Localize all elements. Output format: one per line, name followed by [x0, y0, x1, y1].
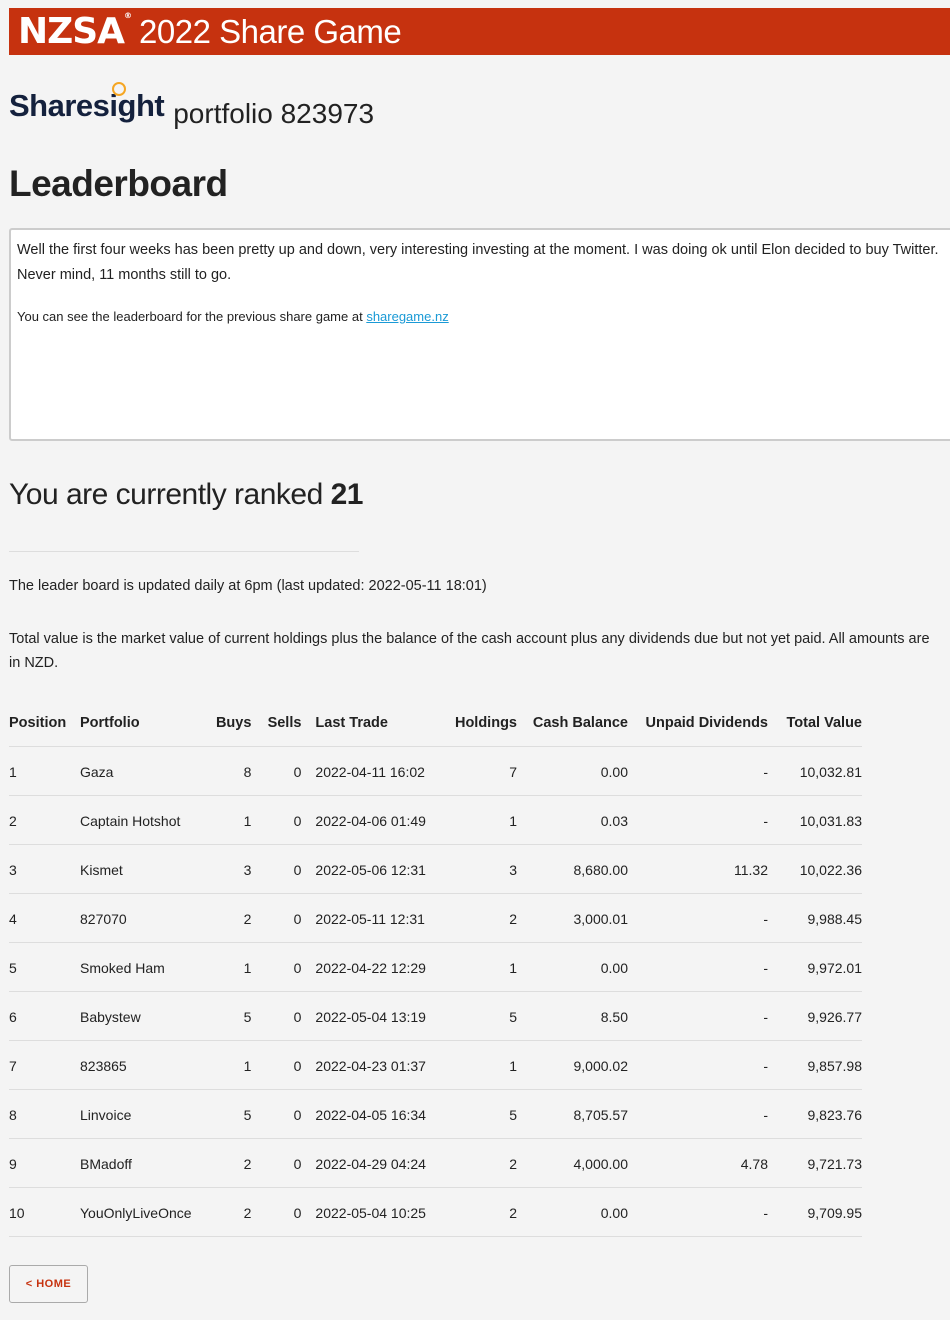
cell: 2022-04-29 04:24	[301, 1138, 437, 1187]
cell: 7	[437, 746, 517, 795]
cell: 0	[251, 942, 301, 991]
cell: 2	[201, 1138, 251, 1187]
table-row	[9, 746, 862, 795]
cell: 2	[437, 893, 517, 942]
cell: 1	[201, 942, 251, 991]
cell: 5	[437, 1089, 517, 1138]
leaderboard-table-scroll[interactable]	[9, 700, 862, 1256]
table-row	[9, 942, 862, 991]
note-text: Well the first four weeks has been pretty up and down, very interesting investing at the moment. I was doing ok until Elon decided to buy Twitter. Never mind, 11 months still to go.	[17, 242, 939, 283]
table-row	[9, 1187, 862, 1236]
column-header: Last Trade	[315, 714, 388, 731]
cell: Gaza	[80, 746, 201, 795]
cell: 0	[251, 893, 301, 942]
cell: 2022-05-04 10:25	[301, 1187, 437, 1236]
cell: 4,000.00	[517, 1138, 628, 1187]
cell: 2022-05-06 12:31	[301, 844, 437, 893]
column-header: Total Value	[786, 714, 862, 731]
cell: 9	[9, 1138, 80, 1187]
cell: 8.50	[517, 991, 628, 1040]
cell: 8,705.57	[517, 1089, 628, 1138]
cell: -	[628, 893, 768, 942]
page-title: Leaderboard	[9, 163, 228, 204]
cell: -	[628, 1040, 768, 1089]
cell: 6	[9, 991, 80, 1040]
cell: 4	[9, 893, 80, 942]
cell: 10	[9, 1187, 80, 1236]
cell: 9,857.98	[768, 1040, 862, 1089]
column-header: Buys	[215, 714, 252, 731]
cell: 10,032.81	[768, 746, 862, 795]
cell: 2022-05-11 12:31	[301, 893, 437, 942]
table-row	[9, 1040, 862, 1089]
cell: 0.03	[517, 795, 628, 844]
cell: BMadoff	[80, 1138, 201, 1187]
cell: YouOnlyLiveOnce	[80, 1187, 201, 1236]
column-header: Holdings	[454, 714, 517, 731]
cell: 3	[9, 844, 80, 893]
update-info: The leader board is updated daily at 6pm (last updated: 2022-05-11 18:01)	[9, 578, 487, 594]
rank-value: 21	[330, 478, 363, 511]
cell: -	[628, 991, 768, 1040]
cell: 5	[9, 942, 80, 991]
cell: 3	[437, 844, 517, 893]
cell: 9,972.01	[768, 942, 862, 991]
cell: 2022-04-11 16:02	[301, 746, 437, 795]
cell: 2	[201, 1187, 251, 1236]
sharegame-link[interactable]: sharegame.nz	[366, 309, 449, 324]
cell: 0	[251, 844, 301, 893]
cell: 8	[9, 1089, 80, 1138]
cell: 1	[201, 795, 251, 844]
cell: 2022-04-06 01:49	[301, 795, 437, 844]
cell: 9,988.45	[768, 893, 862, 942]
cell: 2022-04-23 01:37	[301, 1040, 437, 1089]
cell: 0	[251, 1187, 301, 1236]
cell: -	[628, 746, 768, 795]
cell: 10,022.36	[768, 844, 862, 893]
column-header: Portfolio	[80, 714, 140, 731]
cell: 5	[201, 1089, 251, 1138]
cell: 2	[437, 1187, 517, 1236]
cell: 0	[251, 1138, 301, 1187]
cell: 2022-04-22 12:29	[301, 942, 437, 991]
cell: 1	[437, 942, 517, 991]
cell: 0.00	[517, 746, 628, 795]
column-header: Sells	[267, 714, 302, 731]
cell: 8,680.00	[517, 844, 628, 893]
column-header: Position	[9, 714, 67, 731]
cell: 9,823.76	[768, 1089, 862, 1138]
cell: 5	[437, 991, 517, 1040]
total-value-explanation: Total value is the market value of current holdings plus the balance of the cash account plus any dividends due but not yet paid. All amounts are in NZD.	[9, 631, 930, 671]
cell: 2022-05-04 13:19	[301, 991, 437, 1040]
table-row	[9, 893, 862, 942]
sharesight-logo: Sharesight	[9, 88, 164, 124]
cell: Linvoice	[80, 1089, 201, 1138]
cell: 2	[9, 795, 80, 844]
cell: 2	[437, 1138, 517, 1187]
previous-game-text: You can see the leaderboard for the previous share game at sharegame.nz	[17, 309, 449, 324]
cell: 0	[251, 1089, 301, 1138]
column-header: Unpaid Dividends	[645, 714, 768, 731]
cell: 10,031.83	[768, 795, 862, 844]
cell: 2	[201, 893, 251, 942]
leaderboard-table	[9, 700, 862, 1256]
cell: 827070	[80, 893, 201, 942]
cell: 1	[201, 1040, 251, 1089]
table-row	[9, 1138, 862, 1187]
portfolio-title: portfolio 823973	[173, 98, 375, 129]
cell: 0	[251, 1040, 301, 1089]
header-banner	[9, 8, 950, 55]
cell: 1	[437, 795, 517, 844]
nzsa-logo: NZSA®	[18, 11, 132, 52]
cell: 1	[9, 746, 80, 795]
magnifier-icon	[112, 82, 126, 96]
cell: 0.00	[517, 1187, 628, 1236]
cell: 9,721.73	[768, 1138, 862, 1187]
cell: 7	[9, 1040, 80, 1089]
cell: 0	[251, 991, 301, 1040]
table-row	[9, 795, 862, 844]
cell: 9,000.02	[517, 1040, 628, 1089]
cell: 4.78	[628, 1138, 768, 1187]
brand-row	[9, 88, 375, 129]
home-button[interactable]: < HOME	[9, 1265, 88, 1303]
cell: -	[628, 1187, 768, 1236]
cell: 9,709.95	[768, 1187, 862, 1236]
table-row-partial	[9, 1236, 862, 1256]
cell: Kismet	[80, 844, 201, 893]
cell: -	[628, 1089, 768, 1138]
cell: 823865	[80, 1040, 201, 1089]
cell: Babystew	[80, 991, 201, 1040]
cell: -	[628, 942, 768, 991]
banner-title: 2022 Share Game	[139, 12, 402, 50]
cell: 2022-04-05 16:34	[301, 1089, 437, 1138]
cell: 0	[251, 795, 301, 844]
portfolio-note	[9, 228, 950, 441]
cell: 3,000.01	[517, 893, 628, 942]
cell: 9,926.77	[768, 991, 862, 1040]
divider	[9, 551, 359, 552]
table-row	[9, 844, 862, 893]
cell: 11.32	[628, 844, 768, 893]
cell: Smoked Ham	[80, 942, 201, 991]
cell: 8	[201, 746, 251, 795]
cell: Captain Hotshot	[80, 795, 201, 844]
cell: -	[628, 795, 768, 844]
current-rank: You are currently ranked 21	[9, 478, 363, 511]
cell: 3	[201, 844, 251, 893]
table-row	[9, 1089, 862, 1138]
cell: 1	[437, 1040, 517, 1089]
cell: 0.00	[517, 942, 628, 991]
cell: 5	[201, 991, 251, 1040]
cell: 0	[251, 746, 301, 795]
table-row	[9, 991, 862, 1040]
column-header: Cash Balance	[532, 714, 628, 731]
